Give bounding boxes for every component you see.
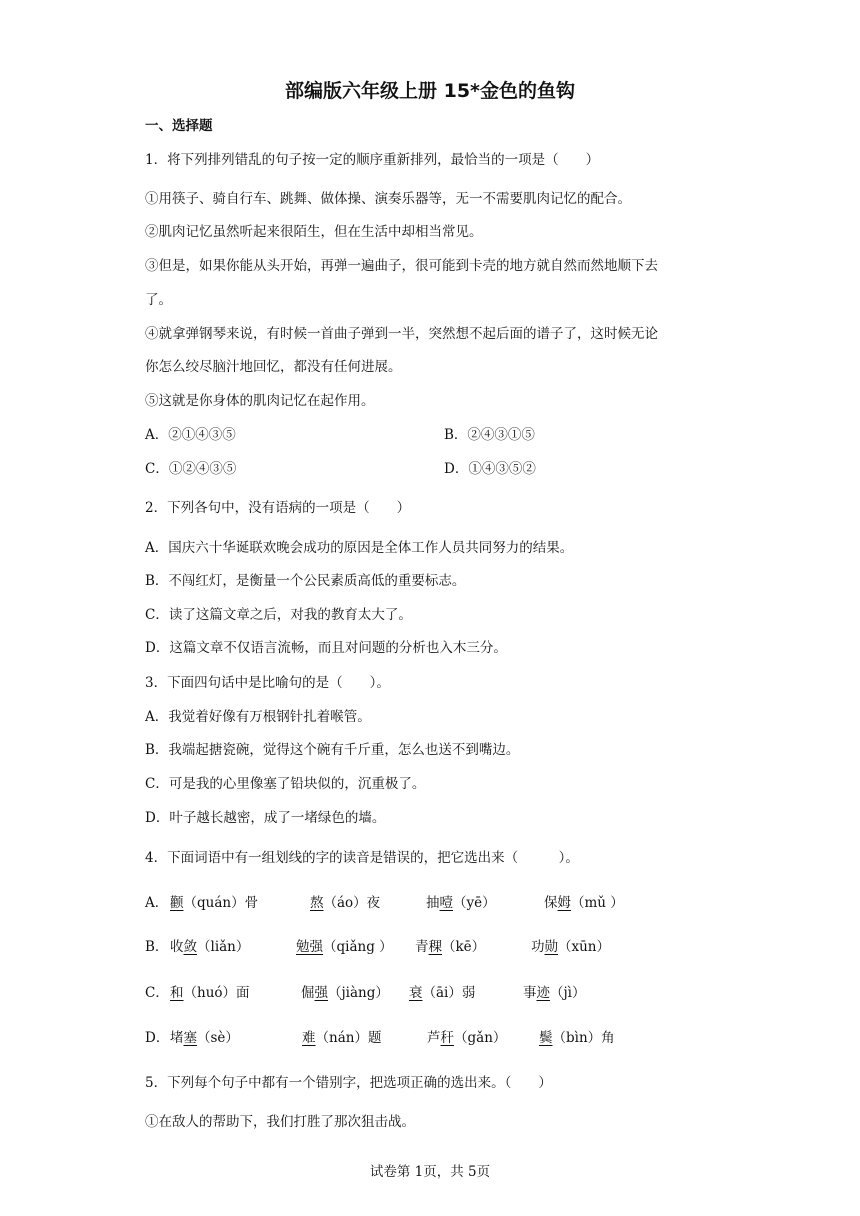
- underlined-char: 强: [314, 985, 328, 1001]
- pinyin: （āi）弱: [422, 985, 476, 1001]
- page-footer: 试卷第 1页，共 5页: [369, 1164, 491, 1180]
- q5-stem: 5．下列每个句子中都有一个错别字，把选项正确的选出来。（ ）: [145, 1075, 552, 1091]
- pinyin: （quán）骨: [183, 895, 259, 911]
- q3-stem: 3．下面四句话中是比喻句的是（ ）。: [145, 675, 390, 691]
- char: 保: [544, 895, 558, 911]
- q1-sentence-3: ③但是，如果你能从头开始，再弹一遍曲子，很可能到卡壳的地方就自然而然地顺下去: [145, 258, 658, 274]
- word-3: [427, 1026, 506, 1046]
- char: 事: [523, 985, 537, 1001]
- underlined-char: 熬: [310, 895, 324, 911]
- q1-stem: 1．将下列排列错乱的句子按一定的顺序重新排列，最恰当的一项是（ ）: [145, 152, 600, 168]
- pinyin: （bìn）角: [552, 1030, 615, 1046]
- char: 青: [415, 939, 429, 955]
- q1-option-d[interactable]: D．①④③⑤②: [444, 461, 536, 477]
- underlined-char: 难: [302, 1030, 316, 1046]
- pinyin: （jiàng）: [328, 985, 389, 1001]
- pinyin: （kē）: [442, 939, 486, 955]
- word-1: [170, 935, 249, 955]
- option-label: D．: [145, 1030, 170, 1046]
- q1-sentence-4-cont: 你怎么绞尽脑汁地回忆，都没有任何进展。: [145, 359, 402, 375]
- word-3: [409, 981, 475, 1001]
- word-4: [544, 891, 624, 911]
- word-1: [170, 1026, 239, 1046]
- underlined-char: 迹: [536, 985, 550, 1001]
- underlined-char: 鬓: [539, 1030, 553, 1046]
- q3-option-d[interactable]: D．叶子越长越密，成了一堵绿色的墙。: [145, 810, 386, 826]
- underlined-char: 塞: [183, 1030, 197, 1046]
- word-3: [415, 935, 485, 955]
- underlined-char: 敛: [183, 939, 197, 955]
- q3-option-b[interactable]: B．我端起搪瓷碗，觉得这个碗有千斤重，怎么也送不到嘴边。: [145, 742, 520, 758]
- pinyin: （nán）题: [315, 1030, 382, 1046]
- word-3: [426, 891, 496, 911]
- q2-stem: 2．下列各句中，没有语病的一项是（ ）: [145, 500, 411, 516]
- char: 倔: [301, 985, 315, 1001]
- word-2: [302, 1026, 381, 1046]
- char: 芦: [427, 1030, 441, 1046]
- q1-option-a[interactable]: A．②①④③⑤: [145, 427, 236, 443]
- q3-option-a[interactable]: A．我觉着好像有万根钢针扎着喉管。: [145, 709, 371, 725]
- q5-sentence-1: ①在敌人的帮助下，我们打胜了那次狙击战。: [145, 1114, 415, 1130]
- underlined-char: 颧: [170, 895, 184, 911]
- pinyin: （qiǎng ）: [323, 939, 393, 955]
- underlined-char: 噎: [439, 895, 453, 911]
- char: 堵: [170, 1030, 184, 1046]
- char: 功: [531, 939, 545, 955]
- word-4: [523, 981, 586, 1001]
- pinyin: （áo）夜: [323, 895, 381, 911]
- q2-option-a[interactable]: A．国庆六十华诞联欢晚会成功的原因是全体工作人员共同努力的结果。: [145, 540, 574, 556]
- q1-sentence-2: ②肌肉记忆虽然听起来很陌生，但在生活中却相当常见。: [145, 224, 483, 240]
- pinyin: （xūn）: [558, 939, 611, 955]
- pinyin: （jì）: [550, 985, 586, 1001]
- q2-option-d[interactable]: D．这篇文章不仅语言流畅，而且对问题的分析也入木三分。: [145, 640, 507, 656]
- char: 收: [170, 939, 184, 955]
- underlined-char: 姆: [557, 895, 571, 911]
- word-4: [539, 1026, 615, 1046]
- word-4: [531, 935, 610, 955]
- word-2: [301, 981, 389, 1001]
- q1-sentence-4: ④就拿弹钢琴来说，有时候一首曲子弹到一半，突然想不起后面的谱子了，这时候无论: [145, 326, 658, 342]
- underlined-char: 和: [170, 985, 184, 1001]
- q1-option-b[interactable]: B．②④③①⑤: [444, 427, 535, 443]
- word-2: [296, 935, 393, 955]
- q4-stem: 4．下面词语中有一组划线的字的读音是错误的，把它选出来（ ）。: [145, 850, 579, 866]
- section-heading: 一、选择题: [145, 118, 213, 134]
- underlined-char: 衰: [409, 985, 423, 1001]
- underlined-char: 秆: [440, 1030, 454, 1046]
- underlined-char: 稞: [428, 939, 442, 955]
- option-label: A．: [145, 895, 169, 911]
- pinyin: （sè）: [197, 1030, 239, 1046]
- q1-sentence-3-cont: 了。: [145, 292, 172, 308]
- option-label: B．: [145, 939, 169, 955]
- q1-sentence-5: ⑤这就是你身体的肌肉记忆在起作用。: [145, 393, 375, 409]
- pinyin: （huó）面: [183, 985, 250, 1001]
- pinyin: （liǎn）: [197, 939, 250, 955]
- pinyin: （mǔ ）: [571, 895, 624, 911]
- word-1: [170, 891, 258, 911]
- page-title: 部编版六年级上册 15*金色的鱼钩: [285, 80, 575, 102]
- pinyin: （gǎn）: [454, 1030, 507, 1046]
- word-2: [310, 891, 380, 911]
- q1-sentence-1: ①用筷子、骑自行车、跳舞、做体操、演奏乐器等，无一不需要肌肉记忆的配合。: [145, 191, 631, 207]
- option-label: C．: [145, 985, 169, 1001]
- underlined-char: 勉强: [296, 939, 323, 955]
- word-1: [170, 981, 250, 1001]
- q1-option-c[interactable]: C．①②④③⑤: [145, 461, 237, 477]
- q2-option-b[interactable]: B．不闯红灯，是衡量一个公民素质高低的重要标志。: [145, 573, 466, 589]
- q3-option-c[interactable]: C．可是我的心里像塞了铅块似的，沉重极了。: [145, 776, 426, 792]
- underlined-char: 勋: [544, 939, 558, 955]
- q2-option-c[interactable]: C．读了这篇文章之后，对我的教育太大了。: [145, 607, 412, 623]
- char: 抽: [426, 895, 440, 911]
- pinyin: （yē）: [453, 895, 496, 911]
